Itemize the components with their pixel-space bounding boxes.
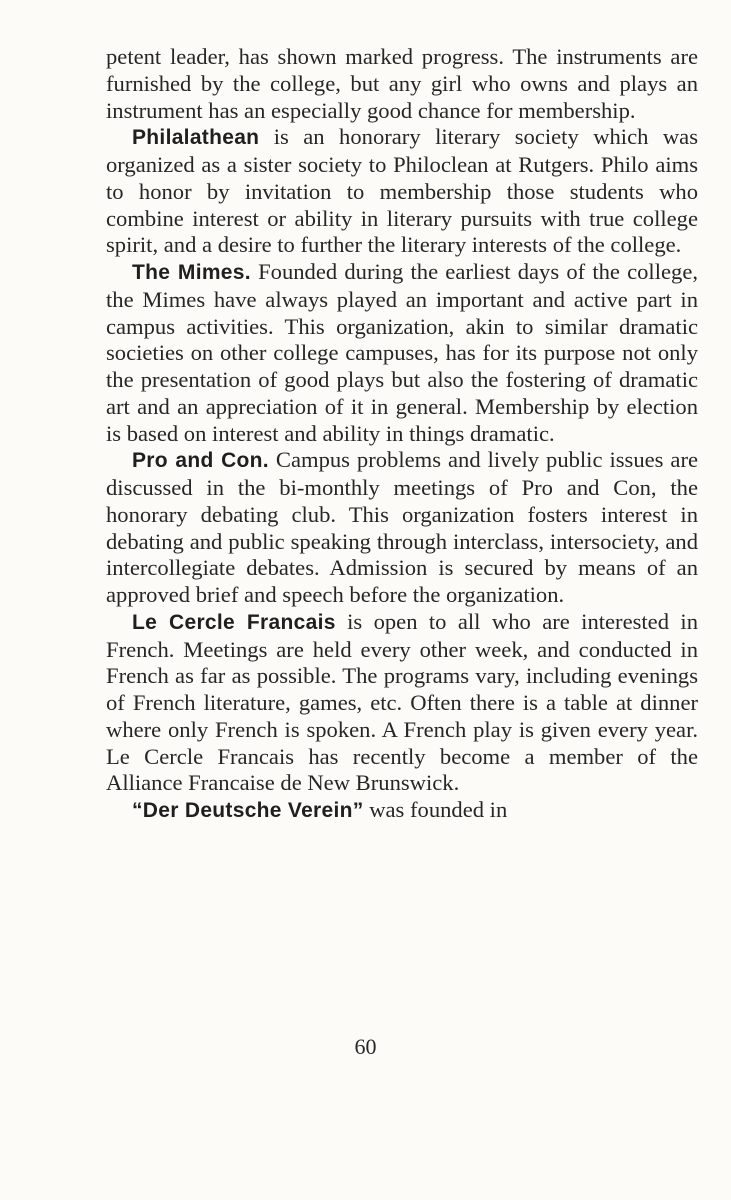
paragraph-pro-and-con	[106, 447, 698, 609]
paragraph-le-cercle-francais	[106, 609, 698, 797]
paragraph-text: Campus problems and lively public issues are discussed in the bi-monthly meetings of Pro and Con, the honorary debating club. This organization fosters interest in debating and public speaking through interclass, intersociety, and intercollegiate debates. Admission is secured by means of an approved brief and speech before the organization.	[106, 447, 699, 607]
page-number: 60	[354, 1034, 377, 1059]
paragraph-heading: “Der Deutsche Verein”	[132, 799, 364, 822]
paragraph-text: was founded in	[363, 797, 508, 822]
paragraph-text: Founded during the earliest days of the college, the Mimes have always played an important and active part in campus activities. This organization, akin to similar dramatic societies on other college campuses, has for its purpose not only the presentation of good plays but also the fostering of dramatic art and an appreciation of it in general. Membership by election is based on interest and ability in things dramatic.	[106, 259, 698, 446]
paragraph-heading: Philalathean	[132, 126, 260, 150]
paragraph-text: is an honorary literary society which was organized as a sister society to Philoclean at Rutgers. Philo aims to honor by invitation to membership those students who combine interest or ability in literary pursuits with true college spirit, and a desire to further the literary interests of the college.	[106, 124, 698, 258]
paragraph-orchestra-continued	[106, 44, 698, 124]
paragraph-heading: Le Cercle Francais	[132, 610, 336, 634]
paragraph-text: petent leader, has shown marked progress. The instruments are furnished by the college, but any girl who owns and plays an instrument has an especially good chance for membership.	[106, 44, 698, 123]
paragraph-heading: The Mimes.	[132, 261, 251, 284]
paragraph-text: is open to all who are interested in French. Meetings are held every other week, and conducted in French as far as possible. The programs vary, including evenings of French literature, games, etc. Often there is a table at dinner where only French is spoken. A French play is given every year. Le Cercle Francais has recently become a member of the Alliance Francaise de New Brunswick.	[106, 608, 698, 796]
paragraph-heading: Pro and Con.	[132, 449, 269, 473]
paragraph-mimes	[106, 259, 698, 447]
paragraph-der-deutsche-verein	[106, 797, 698, 825]
paragraph-philalathean	[106, 124, 698, 259]
page-body	[106, 44, 698, 825]
